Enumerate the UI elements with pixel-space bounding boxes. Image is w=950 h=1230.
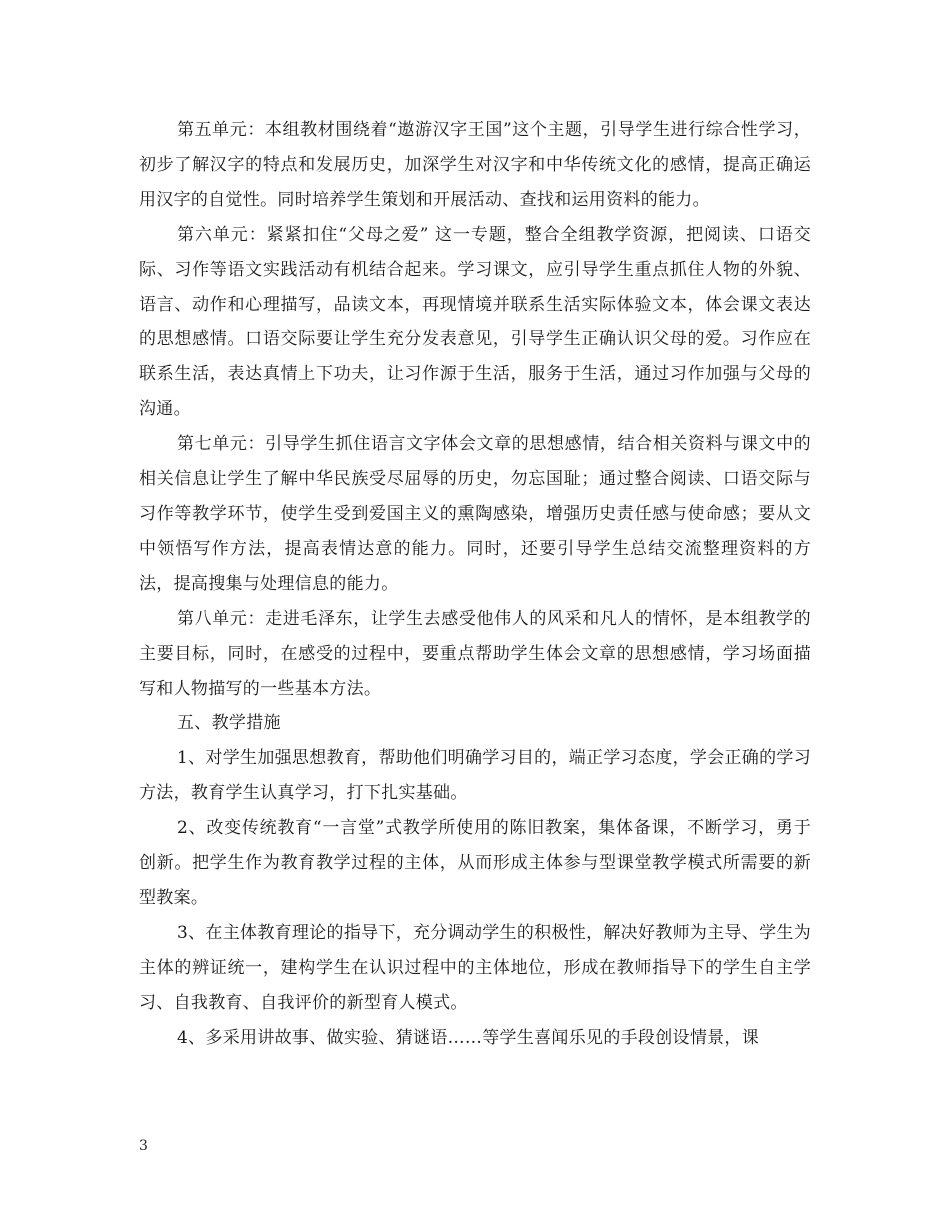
paragraph-measure-4: 4、多采用讲故事、做实验、猜谜语……等学生喜闻乐见的手段创设情景，课 (177, 1027, 760, 1048)
section-heading-teaching-measures: 五、教学措施 (177, 713, 281, 734)
paragraph-unit-five: 第五单元：本组教材围绕着“遨游汉字王国”这个主题，引导学生进行综合性学习，初步了解汉字的特点和发展历史，加深学生对汉字和中华传统文化的感情，提高正确运用汉字的自觉性。同时培养学生策划和开展活动、查找和运用资料的能力。 (139, 120, 811, 210)
document-body (139, 113, 811, 1055)
paragraph-measure-2: 2、改变传统教育“一言堂”式教学所使用的陈旧教案，集体备课，不断学习，勇于创新。把学生作为教育教学过程的主体，从而形成主体参与型课堂教学模式所需要的新型教案。 (139, 818, 811, 908)
paragraph-unit-six: 第六单元：紧紧扣住“父母之爱” 这一专题，整合全组教学资源，把阅读、口语交际、习作等语文实践活动有机结合起来。学习课文，应引导学生重点抓住人物的外貌、语言、动作和心理描写，品读文本，再现情境并联系生活实际体验文本，体会课文表达的思想感情。口语交际要让学生充分发表意见，引导学生正确认识父母的爱。习作应在联系生活，表达真情上下功夫，让习作源于生活，服务于生活，通过习作加强与父母的沟通。 (139, 224, 811, 420)
paragraph-unit-seven: 第七单元：引导学生抓住语言文字体会文章的思想感情，结合相关资料与课文中的相关信息让学生了解中华民族受尽屈辱的历史，勿忘国耻；通过整合阅读、口语交际与习作等教学环节，使学生受到爱国主义的熏陶感染，增强历史责任感与使命感；要从文中领悟写作方法，提高表情达意的能力。同时，还要引导学生总结交流整理资料的方法，提高搜集与处理信息的能力。 (139, 434, 811, 594)
paragraph-measure-1: 1、对学生加强思想教育，帮助他们明确学习目的，端正学习态度，学会正确的学习方法，教育学生认真学习，打下扎实基础。 (139, 748, 811, 804)
paragraph-measure-3: 3、在主体教育理论的指导下，充分调动学生的积极性，解决好教师为主导、学生为主体的辨证统一，建构学生在认识过程中的主体地位，形成在教师指导下的学生自主学习、自我教育、自我评价的新型育人模式。 (139, 922, 811, 1013)
paragraph-unit-eight: 第八单元：走进毛泽东，让学生去感受他伟人的风采和凡人的情怀，是本组教学的主要目标，同时，在感受的过程中，要重点帮助学生体会文章的思想感情，学习场面描写和人物描写的一些基本方法。 (139, 608, 811, 699)
page-number: 3 (139, 1138, 148, 1154)
